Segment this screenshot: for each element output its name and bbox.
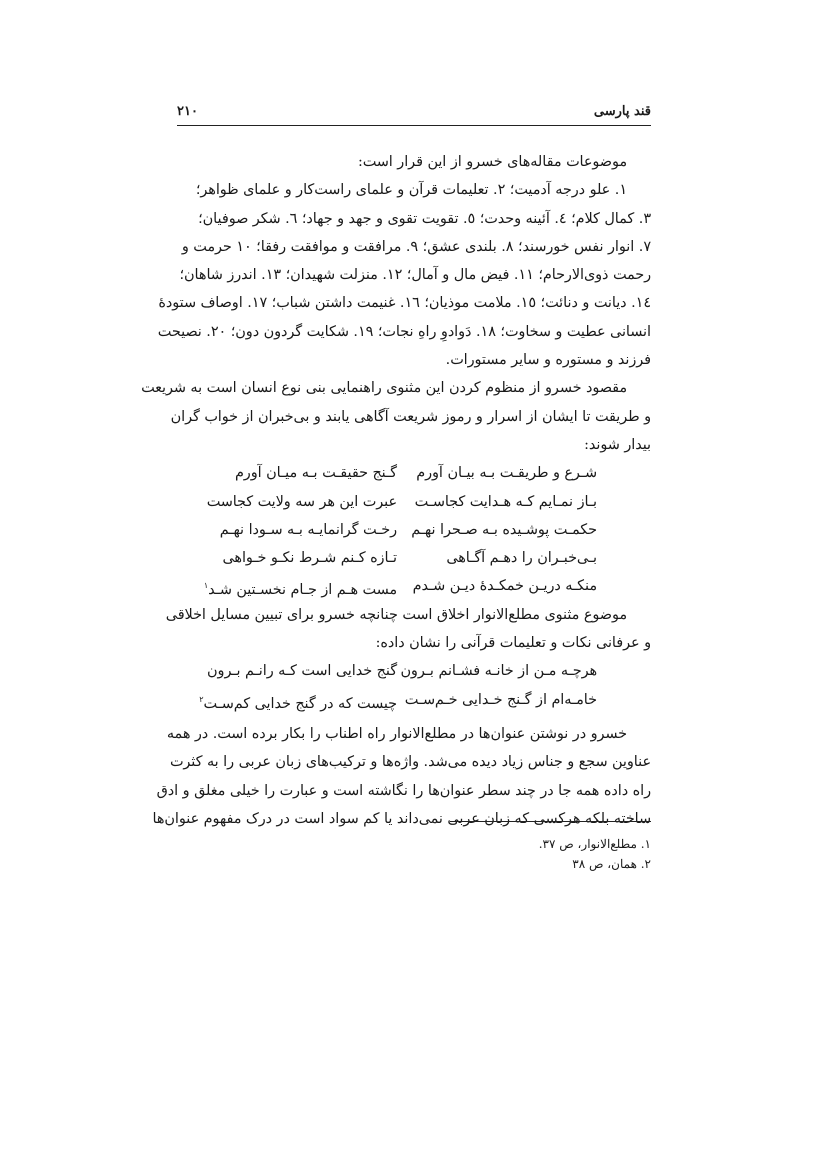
text-line: و طریقت تا ایشان از اسرار و رموز شریعت آگاهی یابند و بی‌خبران از خواب گران — [170, 408, 651, 425]
text-line: و عرفانی نکات و تعلیمات قرآنی را نشان داده: — [375, 635, 651, 652]
text-line: رحمت ذوی‌الارحام؛ ۱۱. فیض مال و آمال؛ ۱۲. منزلت شهیدان؛ ۱۳. اندرز شاهان؛ — [179, 267, 651, 284]
text-line: راه داده همه جا در چند سطر عنوان‌ها را نگاشته است و عبارت را خیلی مغلق و ادق — [156, 782, 651, 799]
verse-couplet — [177, 572, 651, 600]
text-line: ۷. انوار نفس خورسند؛ ۸. بلندی عشق؛ ۹. مرافقت و موافقت رفقا؛ ۱۰ حرمت و — [181, 238, 651, 255]
page-number: ۲۱۰ — [177, 104, 198, 119]
verse-couplet — [177, 488, 651, 516]
topics-paragraph — [157, 176, 651, 374]
text-line: بیدار شوند: — [584, 436, 651, 453]
text-line: عناوین سجع و جناس زیاد دیده می‌شد. واژه‌ها و ترکیب‌های زبان عربی را به کثرت — [169, 754, 651, 771]
verse-hemistich-left: تـازه کـنم شـرط نکـو خـواهی — [222, 550, 397, 567]
verse-couplet — [177, 657, 651, 685]
titles-paragraph — [152, 720, 651, 833]
verse-hemistich-right: هرچـه مـن از خانـه فشـانم بـرون — [400, 663, 597, 680]
text-line: مقصود خسرو از منظوم کردن این مثنوی راهنمایی بنی نوع انسان است به شریعت — [141, 380, 627, 397]
verse-hemistich-left: گنج خدایی است کـه رانـم بـرون — [207, 663, 397, 680]
footnotes — [430, 834, 651, 874]
verse-hemistich-right: بـی‌خبـران را دهـم آگـاهی — [446, 550, 597, 567]
verse-couplet — [177, 686, 651, 714]
verse-hemistich-right: خامـه‌ام از گـنج خـدایی خـم‌سـت — [404, 691, 597, 708]
text-line: موضوع مثنوی مطلع‌الانوار اخلاق است چنانچه خسرو برای تبیین مسایل اخلاقی — [165, 606, 627, 623]
verse-hemistich-left: عبرت این هر سه ولایت کجاست — [206, 493, 397, 510]
verse-hemistich-right: حکمـت پوشـیده بـه صـحرا نهـم — [411, 521, 597, 538]
footnote-marker: ۱ — [203, 581, 209, 591]
verse-block-1 — [177, 459, 651, 600]
verse-text: مست هـم از جـام نخسـتین شـد — [208, 582, 397, 599]
footnote-1: ۱. مطلع‌الانوار، ص ۳۷. — [538, 837, 651, 851]
text-line: خسرو در نوشتن عنوان‌ها در مطلع‌الانوار راه اطناب را بکار برده است. در همه — [166, 725, 627, 742]
verse-couplet — [177, 516, 651, 544]
purpose-paragraph — [141, 374, 651, 459]
verse-hemistich-right: بـاز نمـایم کـه هـدایت کجاسـت — [414, 493, 597, 510]
page-body — [141, 148, 651, 833]
subject-paragraph — [165, 601, 651, 658]
text-line: فرزند و مستوره و سایر مستورات. — [445, 352, 651, 369]
text-line: ۱. علو درجه آدمیت؛ ۲. تعلیمات قرآن و علمای راست‌کار و علمای ظواهر؛ — [195, 182, 627, 199]
verse-couplet — [177, 459, 651, 487]
verse-block-2 — [177, 657, 651, 714]
intro-text: موضوعات مقاله‌های خسرو از این قرار است: — [357, 154, 627, 170]
text-line: ساخته بلکه هرکسی که زبان عربی نمی‌داند یا کم سواد است در درک مفهوم عنوان‌ها — [152, 810, 651, 827]
verse-hemistich-right: منکـه دریـن خمکـدهٔ دیـن شـدم — [412, 578, 597, 595]
verse-hemistich-right: شـرع و طریقـت بـه بیـان آورم — [416, 465, 597, 482]
footnote-marker: ۲ — [199, 694, 204, 704]
footnote-2: ۲. همان، ص ۳۸ — [572, 857, 651, 871]
verse-hemistich-left: گـنج حقیقـت بـه میـان آورم — [234, 465, 397, 482]
page-header — [177, 103, 651, 126]
text-line: ۳. کمال کلام؛ ٤. آئینه وحدت؛ ٥. تقویت تقوی و جهد و جهاد؛ ٦. شکر صوفیان؛ — [198, 210, 651, 227]
intro-paragraph — [177, 148, 651, 176]
text-line: ۱٤. دیانت و دنائت؛ ۱٥. ملامت موذیان؛ ۱٦. غنیمت داشتن شباب؛ ۱۷. اوصاف ستودهٔ — [158, 295, 651, 312]
verse-hemistich-left: رخـت گرانمایـه بـه سـودا نهـم — [219, 521, 397, 538]
text-line: انسانی عطیت و سخاوت؛ ۱۸. دَوادوِ راهِ نجات؛ ۱۹. شکایت گردون دون؛ ۲۰. نصیحت — [157, 323, 651, 340]
verse-hemistich-left — [203, 572, 397, 600]
verse-couplet — [177, 544, 651, 572]
verse-text: چیست که در گنج خدایی کم‌سـت — [203, 695, 397, 712]
running-title: قند پارسی — [593, 104, 651, 119]
verse-hemistich-left — [199, 686, 397, 714]
footnote-divider — [450, 821, 651, 822]
